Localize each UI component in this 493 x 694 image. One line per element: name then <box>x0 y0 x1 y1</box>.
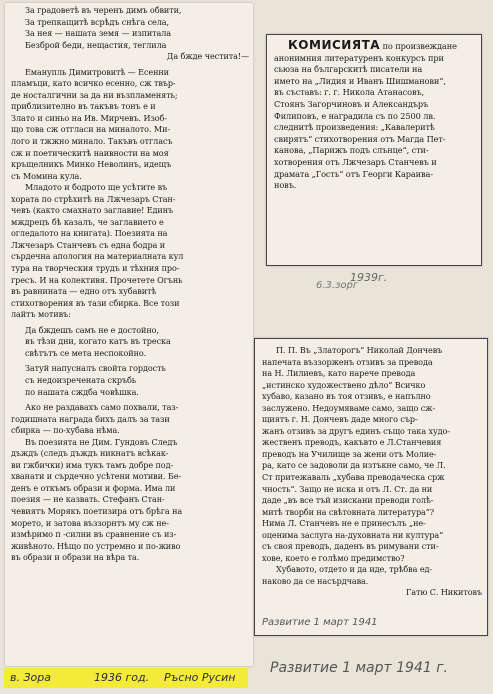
text-line: Въ поезията не Дим. Гундовъ Следъ <box>25 436 178 447</box>
text-line: приблизително въ такъвъ тонъ е и <box>11 101 156 112</box>
text-line: тура на творческия трудъ и тѣхния про- <box>11 263 180 274</box>
text-line: хубаво, казано въ тоя отзивъ, е напълно <box>262 391 431 402</box>
commission-notice-clipping <box>266 34 482 266</box>
text-line: Гатю С. Никитовъ <box>406 587 482 598</box>
text-line: де носталгични за да ни възпламенять; <box>11 89 178 100</box>
text-line: За градоветѣ въ черенъ димъ обвити, <box>25 5 182 15</box>
text-line: драмата „Гость“ отъ Георги Караива- <box>274 168 433 179</box>
text-line: сърдечна апология на материалната кул <box>11 251 184 262</box>
text-line: Да бждешъ самъ не е достойно, <box>25 324 159 335</box>
text-line: съ Момина кула. <box>11 170 82 181</box>
text-line: поезия — не казвать. Стефанъ Стан- <box>11 494 165 505</box>
text-line: по нашата сждба човѣшка. <box>25 386 139 397</box>
text-line: Безброй беди, нещастия, теглила <box>25 39 167 50</box>
text-line: на Н. Лилиевъ, като нарече превода <box>262 368 416 379</box>
postscript-clipping <box>254 338 488 636</box>
left-clipping <box>5 3 253 666</box>
text-line: името на „Лидия и Иванъ Шишманови“, <box>274 75 446 86</box>
text-line: напечата въззорженъ отзивъ за превода <box>262 356 433 367</box>
yellow-source-label <box>4 668 248 688</box>
text-line: следнитѣ произведения: „Кавалеритѣ <box>274 122 435 133</box>
text-line: съ недоизречената скръбь <box>25 374 137 385</box>
text-line: Хубавото, отдето и да иде, трѣбва ед- <box>276 564 433 575</box>
text-line: свирятъ“ стихотворения отъ Магда Пет- <box>274 133 446 144</box>
text-line: чность“. Защо не иска и отъ Л. Ст. да ни <box>262 483 433 494</box>
text-line: жанъ отзивъ за другъ единъ също така худо- <box>262 425 450 436</box>
text-line: сбирка — по-хубава нѣма. <box>11 425 120 436</box>
left-column-text <box>11 5 249 564</box>
text-line: свѣтътъ се мета неспокойно. <box>25 347 147 358</box>
text-line: хората по стрѣхитѣ на Лжчезаръ Стан- <box>11 193 176 204</box>
text-line: огледалото на книгата). Поезията на <box>11 228 168 239</box>
text-line: лого и тжжно минало. Такъвъ отгласъ <box>11 136 173 147</box>
text-line: жественъ преводъ, какъвто е Л.Станчевия <box>262 437 442 448</box>
text-line: хотворения отъ Лжчезаръ Станчевъ и <box>274 156 437 167</box>
text-line: Еманупль Димитровитѣ — Есенни <box>25 66 169 77</box>
text-line: морето, и затова въззорнтъ му сж не- <box>11 517 169 528</box>
text-line: Да бжде честита!— <box>166 51 249 62</box>
text-line: измѣримо п -силни въ сравнение съ из- <box>11 529 177 540</box>
handwritten-inner-note: Развитие 1 март 1941 <box>262 617 378 628</box>
text-line: П. П. Въ „Златорогъ“ Николай Дончевъ <box>276 345 443 355</box>
text-line: щиятъ г. Н. Дончевъ даде много сър- <box>262 414 418 425</box>
text-line: Стоянъ Загорчиновъ и Александъръ <box>274 98 429 109</box>
text-line: заслужено. Недоумяваме само, защо сж- <box>262 402 436 413</box>
text-line: гресъ. И на колективя. Прочетете Огънь <box>11 274 183 285</box>
text-line: Младото и бодрото ще усѣтите въ <box>25 182 168 193</box>
text-line: Затуй напусналъ свойта гордость <box>25 363 166 374</box>
source-author: Ръсно Русин <box>164 671 236 684</box>
text-line: ви гжбички) има тукъ тамъ добре под- <box>11 459 174 470</box>
text-line: стихотворения въ тази сбирка. Все този <box>11 297 180 308</box>
text-line: чевиятъ Морякъ поетизира отъ брѣга на <box>11 505 183 516</box>
text-line: Ст притежаваль „хубава преводаческа срж <box>262 472 445 483</box>
text-line: живѣното. Нѣщо по устремно и по-живо <box>11 540 181 551</box>
text-line: Ако не раздавахъ само похвали, таз- <box>25 402 179 413</box>
text-line: дъждъ (следъ дъждъ никнатъ всѣкак- <box>11 448 169 459</box>
text-line: въ тѣзи дни, когато катъ въ треска <box>25 336 171 347</box>
text-line: кръщелникъ Минко Неволинъ, идещъ <box>11 159 172 170</box>
text-line: преводъ на Училище за жени отъ Молие- <box>262 448 437 459</box>
handwritten-source-note: 6.3.зорг <box>316 280 359 291</box>
text-line: даде „въ все тъй изискани преводи голѣ- <box>262 495 434 506</box>
text-line: сж и поетическитѣ наивности на моя <box>11 147 169 158</box>
text-line: За трепкащитѣ всрѣдъ снѣга села, <box>25 16 169 27</box>
text-line: Филиповъ, е наградила съ по 2500 лв. <box>274 110 436 121</box>
source-newspaper: в. Зора <box>10 671 51 684</box>
commission-notice-text <box>274 40 476 192</box>
postscript-text <box>262 345 482 599</box>
text-line: въ образи и образи на вѣра та. <box>11 552 140 563</box>
text-line: Злато и синьо на Ив. Мирчевъ. Изоб- <box>11 112 167 123</box>
text-line: КОМИСИЯТА по произвеждане <box>288 40 457 52</box>
text-line: За нея — нашата земя — изпитала <box>25 28 172 39</box>
text-line: оценима заслуга на-духовната ни култура“ <box>262 529 444 540</box>
handwritten-year: 1939г. <box>350 271 388 284</box>
text-line: „истинско художествено дѣло“ Всичко <box>262 379 426 390</box>
text-line: въ съставъ: г. г. Никола Атанасовъ, <box>274 87 425 98</box>
text-line: Лжчезаръ Станчевъ съ една бодра и <box>11 239 166 250</box>
text-line: съ своя преводъ, даденъ въ римувани сти- <box>262 541 439 552</box>
text-line: чевъ (както смахнато заглавие! Единъ <box>11 205 174 216</box>
text-line: лайтъ мотивъ: <box>11 309 71 320</box>
text-line: новъ. <box>274 180 297 191</box>
text-line: пламъци, като всичко есенно, сж твър- <box>11 78 176 89</box>
text-line: въ равнината — едно отъ хубавитѣ <box>11 286 157 297</box>
text-line: хове, което е голѣмо предимство? <box>262 552 405 563</box>
source-year: 1936 год. <box>94 671 150 684</box>
text-line: що това сж отгласи на миналото. Ми- <box>11 124 171 135</box>
text-line: наково да се насърдчава. <box>262 575 369 586</box>
handwritten-bottom-note: Развитие 1 март 1941 г. <box>270 660 449 676</box>
text-line: годишната награда бихъ далъ за тази <box>11 413 170 424</box>
text-line: Нима Л. Станчевъ не е принесълъ „не- <box>262 518 426 529</box>
text-line: митѣ творби на свѣтовната литература“? <box>262 506 435 517</box>
text-line: ра, като се задоволи да изтъкне само, че Л. <box>262 460 446 471</box>
text-line: канова, „Парижъ подъ слънце“, сти- <box>274 145 429 156</box>
text-line: сьюза на българскитѣ писатели на <box>274 64 423 75</box>
text-line: мждрецъ бѣ казалъ, че заглавието е <box>11 216 164 227</box>
text-line: хванати и сърдечно усѣтени мотиви. Бе- <box>11 471 182 482</box>
text-line: денъ е откъмъ образи и форма. Има ли <box>11 482 176 493</box>
text-line: анонимния литературенъ конкурсъ при <box>274 52 444 63</box>
